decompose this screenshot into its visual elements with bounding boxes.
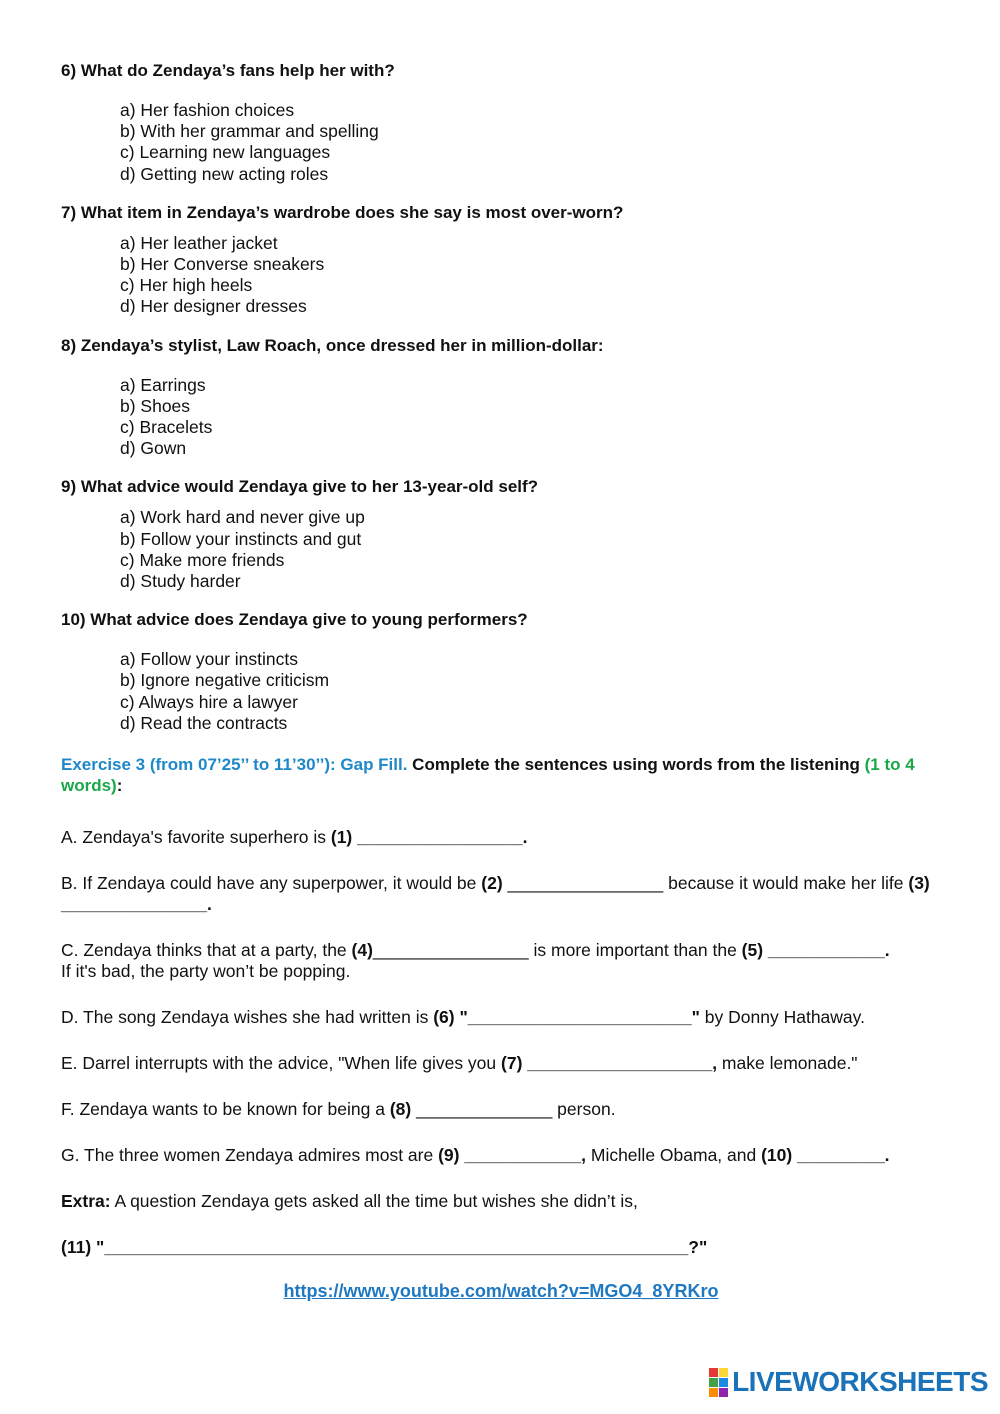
- gap-blank[interactable]: ________________ is more important than the: [372, 940, 742, 961]
- sentence-f: [61, 1099, 941, 1120]
- sentence-e: [61, 1053, 941, 1074]
- option: c) Always hire a lawyer: [120, 691, 298, 712]
- option: a) Her leather jacket: [120, 232, 278, 253]
- gap-blank[interactable]: _________________.: [352, 827, 528, 848]
- option: b) With her grammar and spelling: [120, 121, 379, 142]
- exercise-label: Exercise 3 (from 07’25’’ to 11’30’’): Gap Fill.: [61, 755, 408, 775]
- question-6: [61, 60, 941, 185]
- question-title: 6) What do Zendaya’s fans help her with?: [61, 61, 395, 80]
- question-8: [61, 335, 941, 460]
- options-list: [120, 507, 941, 592]
- question-title: 10) What advice does Zendaya give to young performers?: [61, 610, 528, 630]
- gap-blank[interactable]: _______________.: [61, 894, 212, 915]
- exercise-instruction: Complete the sentences using words from the listening: [407, 755, 865, 775]
- gap-number: (8): [389, 1099, 412, 1120]
- gap-blank[interactable]: ___________________,: [522, 1053, 718, 1074]
- word-range: (1 to 4 words): [61, 755, 915, 796]
- options-list: [120, 649, 941, 734]
- logo-square: [719, 1368, 728, 1377]
- sentence-text: by Donny Hathaway.: [699, 1007, 865, 1028]
- gap-number: (7): [501, 1053, 523, 1074]
- sentence-text: E. Darrel interrupts with the advice, "When life gives you: [61, 1053, 502, 1074]
- sentence-text: B. If Zendaya could have any superpower, it would be: [61, 873, 482, 894]
- option: a) Follow your instincts: [120, 649, 298, 670]
- gap-blank[interactable]: ____________.: [763, 940, 890, 961]
- option: d) Read the contracts: [120, 712, 288, 733]
- question-11-blank[interactable]: (11) "____________________________________________________________?": [61, 1237, 708, 1258]
- option: c) Bracelets: [120, 417, 213, 438]
- gap-number: (3): [908, 873, 930, 894]
- sentence-text: Michelle Obama, and: [586, 1145, 762, 1166]
- question-7: [61, 202, 941, 318]
- sentence-a: [61, 827, 941, 848]
- sentence-text: make lemonade.": [717, 1053, 858, 1074]
- question-9: [61, 476, 941, 592]
- sentence-text: A. Zendaya's favorite superhero is: [61, 827, 331, 848]
- gap-number: (9): [438, 1145, 460, 1166]
- option: b) Her Converse sneakers: [120, 254, 325, 275]
- gap-blank[interactable]: ________________ because it would make her life: [502, 873, 909, 894]
- option: d) Her designer dresses: [120, 296, 307, 317]
- logo-square: [709, 1388, 718, 1397]
- logo-square: [709, 1368, 718, 1377]
- question-10: [61, 609, 941, 734]
- gap-blank[interactable]: ____________,: [459, 1145, 586, 1166]
- option: c) Learning new languages: [120, 142, 331, 163]
- sentence-text: If it's bad, the party won’t be popping.: [61, 961, 351, 982]
- sentence-b: [61, 873, 941, 915]
- option: a) Earrings: [120, 374, 206, 395]
- sentence-text: G. The three women Zendaya admires most are: [61, 1145, 439, 1166]
- sentence-text: D. The song Zendaya wishes she had written is: [61, 1007, 434, 1028]
- question-title: 8) Zendaya’s stylist, Law Roach, once dressed her in million-dollar:: [61, 335, 604, 355]
- gap-blank[interactable]: ______________ person.: [411, 1099, 616, 1120]
- worksheet-page: [61, 60, 941, 1302]
- option: a) Her fashion choices: [120, 100, 295, 120]
- gap-number: (4): [351, 940, 373, 961]
- option: b) Ignore negative criticism: [120, 670, 330, 691]
- extra-label: Extra:: [61, 1191, 111, 1212]
- options-list: [120, 233, 941, 318]
- logo-square: [719, 1378, 728, 1387]
- sentence-c: [61, 940, 941, 982]
- sentence-text: A question Zendaya gets asked all the time but wishes she didn’t is,: [110, 1191, 638, 1212]
- youtube-link[interactable]: https://www.youtube.com/watch?v=MGO4_8YRKro: [283, 1281, 719, 1302]
- gap-number: (2): [481, 873, 503, 894]
- option: d) Getting new acting roles: [120, 163, 329, 184]
- options-list: [120, 100, 941, 185]
- gap-number: (10): [761, 1145, 793, 1166]
- gap-blank[interactable]: (6) "_______________________": [433, 1007, 700, 1028]
- option: a) Work hard and never give up: [120, 507, 365, 528]
- option: c) Make more friends: [120, 549, 285, 570]
- gap-number: (5): [741, 940, 764, 961]
- logo-square: [709, 1378, 718, 1387]
- question-title: 9) What advice would Zendaya give to her 13-year-old self?: [61, 477, 539, 497]
- options-list: [120, 375, 941, 460]
- youtube-link-row: [61, 1281, 941, 1302]
- option: b) Follow your instincts and gut: [120, 528, 362, 549]
- question-title: 7) What item in Zendaya’s wardrobe does she say is most over-worn?: [61, 202, 624, 222]
- logo-grid-icon: [709, 1368, 728, 1397]
- option: b) Shoes: [120, 395, 191, 416]
- gap-blank[interactable]: _________.: [792, 1145, 890, 1166]
- sentence-text: C. Zendaya thinks that at a party, the: [61, 940, 352, 961]
- option: d) Gown: [120, 438, 187, 459]
- option: d) Study harder: [120, 571, 241, 592]
- sentence-text: F. Zendaya wants to be known for being a: [61, 1099, 390, 1120]
- extra-sentence: [61, 1191, 941, 1212]
- sentence-d: [61, 1007, 941, 1028]
- liveworksheets-logo: [709, 1366, 988, 1398]
- colon: :: [116, 776, 123, 796]
- sentence-g: [61, 1145, 941, 1166]
- option: c) Her high heels: [120, 275, 253, 296]
- logo-text: LIVEWORKSHEETS: [732, 1366, 988, 1397]
- logo-square: [719, 1388, 728, 1397]
- exercise-3-heading: [61, 754, 941, 796]
- gap-number: (1): [330, 827, 353, 848]
